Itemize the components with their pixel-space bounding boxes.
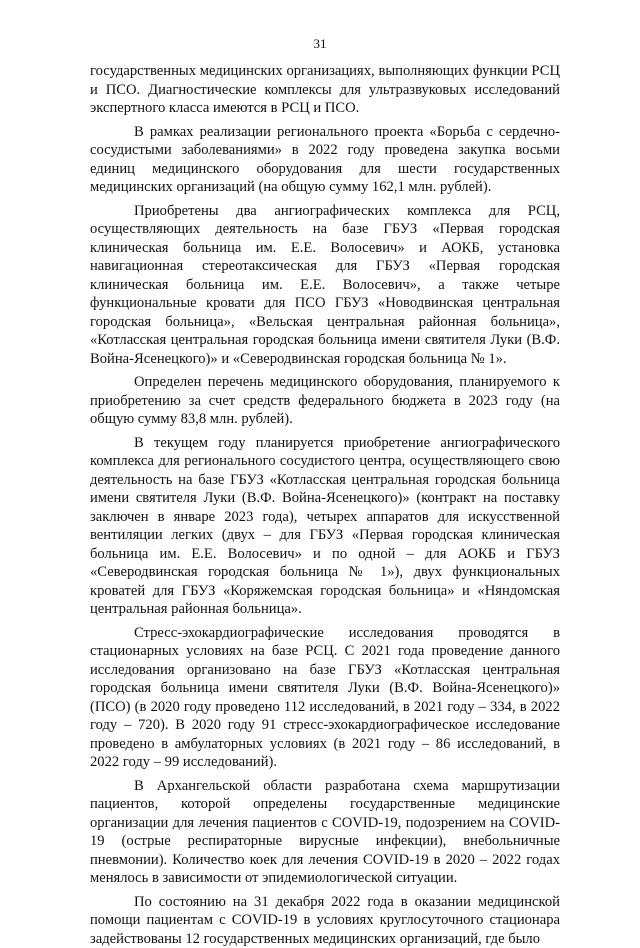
- page-number: 31: [0, 36, 640, 52]
- paragraph-regional-project: В рамках реализации регионального проекта «Борьба с сердечно-сосудистыми заболеваниями» в 2022 году проведена закупка восьми единиц медицинского оборудования для шести государственных медицинских организаций (на общую сумму 162,1 млн. рублей).: [90, 123, 560, 197]
- paragraph-covid-routing: В Архангельской области разработана схема маршрутизации пациентов, которой определены государственные медицинские организации для лечения пациентов с COVID-19, подозрением на COVID-19 (острые респираторные вирусные инфекции), внебольничные пневмонии). Количество коек для лечения COVID-19 в 2020 – 2022 годах менялось в зависимости от эпидемиологической ситуации.: [90, 777, 560, 888]
- paragraph-continuation: государственных медицинских организациях, выполняющих функции РСЦ и ПСО. Диагностические комплексы для ультразвуковых исследований экспертного класса имеются в РСЦ и ПСО.: [90, 62, 560, 118]
- paragraph-planned-purchases: В текущем году планируется приобретение ангиографического комплекса для регионального сосудистого центра, осуществляющего свою деятельность на базе ГБУЗ «Котласская центральная городская больница имени святителя Луки (В.Ф. Война-Ясенецкого)» (контракт на поставку заключен в январе 2023 года), четырех аппаратов для искусственной вентиляции легких (двух – для ГБУЗ «Первая городская клиническая больница им. Е.Е. Волосевич» и по одной – для АОКБ и ГБУЗ «Северодвинская городская больница № 1»), двух функциональных кроватей для ГБУЗ «Коряжемская городская больница» и «Няндомская центральная районная больница».: [90, 434, 560, 619]
- paragraph-angiography-purchase: Приобретены два ангиографических комплекса для РСЦ, осуществляющих деятельность на базе ГБУЗ «Первая городская клиническая больница им. Е.Е. Волосевич» и АОКБ, установка навигационная стереотаксическая для ГБУЗ «Первая городская клиническая больница им. Е.Е. Волосевич», а также четыре функциональные кровати для ПСО ГБУЗ «Новодвинская центральная городская больница», «Вельская центральная районная больница», «Котласская центральная городская больница имени святителя Луки (В.Ф. Война-Ясенецкого)» и «Северодвинская городская больница № 1».: [90, 202, 560, 369]
- paragraph-stress-echo: Стресс-эхокардиографические исследования проводятся в стационарных условиях на базе РСЦ. С 2021 года проведение данного исследования организовано на базе ГБУЗ «Котласская центральная городская больница имени святителя Луки (В.Ф. Война-Ясенецкого)» (ПСО) (в 2020 году проведено 112 исследований, в 2021 году – 334, в 2022 году – 720). В 2020 году 91 стресс-эхокардиографическое исследование проведено в амбулаторных условиях (в 2021 году – 86 исследований, в 2022 году – 99 исследований).: [90, 624, 560, 772]
- paragraph-equipment-list-2023: Определен перечень медицинского оборудования, планируемого к приобретению за счет средств федерального бюджета в 2023 году (на общую сумму 83,8 млн. рублей).: [90, 373, 560, 429]
- paragraph-covid-hospitals: По состоянию на 31 декабря 2022 года в оказании медицинской помощи пациентам с COVID-19 в условиях круглосуточного стационара задействованы 12 государственных медицинских организаций, где было: [90, 893, 560, 948]
- document-body: [90, 62, 560, 948]
